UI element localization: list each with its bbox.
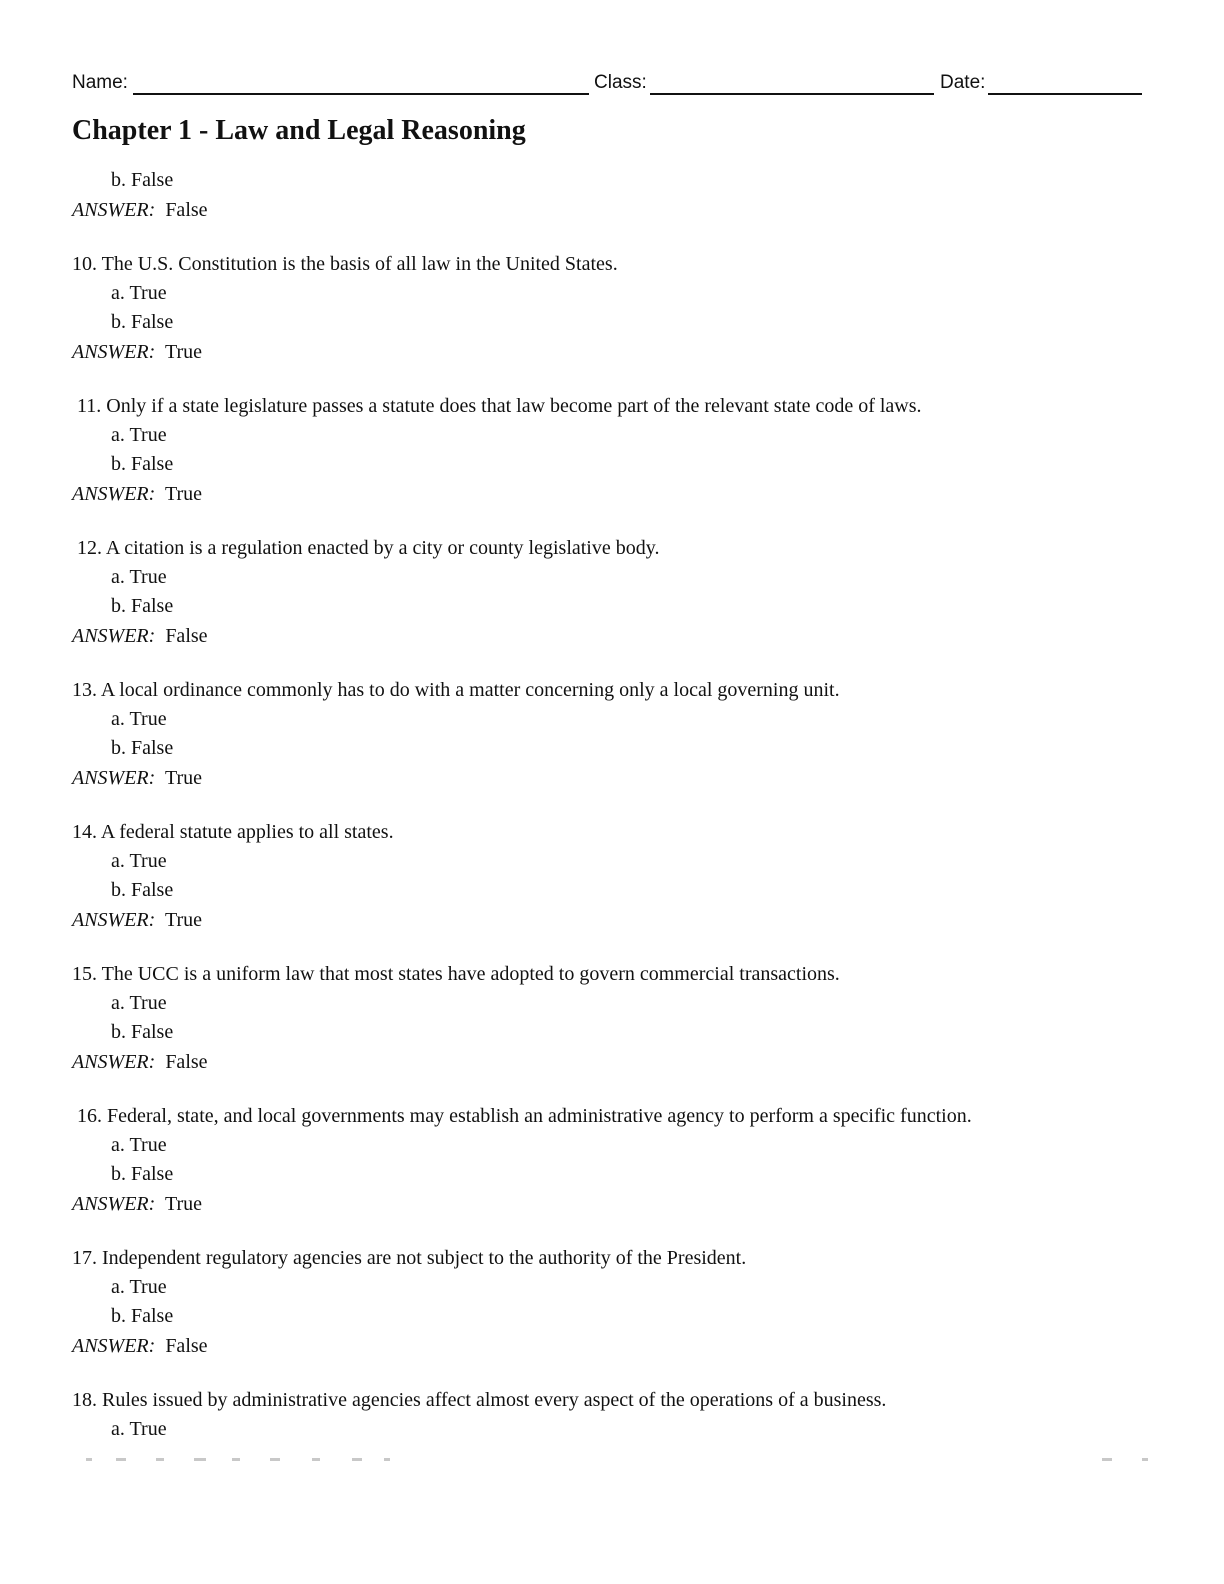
option-b: b. False [111,169,174,191]
option-a: a. True [111,1418,167,1440]
option-b: b. False [111,1163,174,1185]
question-text: 13. A local ordinance commonly has to do with a matter concerning only a local governing unit. [72,679,840,701]
answer-value: False [165,1051,208,1073]
name-field-line[interactable] [133,93,589,95]
question-13 [72,675,1152,793]
question-12 [72,533,1152,651]
class-field-line[interactable] [650,93,934,95]
question-11 [72,391,1152,509]
option-b: b. False [111,453,174,475]
answer-label: ANSWER: [72,341,156,363]
class-label: Class: [594,72,647,93]
answer-line [72,337,1152,367]
option-a: a. True [111,282,167,304]
option-a: a. True [111,566,167,588]
answer-line [72,1331,1152,1361]
option-b: b. False [111,1021,174,1043]
option-a: a. True [111,850,167,872]
answer-value: True [164,767,203,789]
answer-value: True [164,341,203,363]
question-16 [72,1101,1152,1219]
date-label: Date: [940,72,986,93]
answer-label: ANSWER: [72,909,156,931]
question-15 [72,959,1152,1077]
page-footer-cutoff [72,1458,1152,1466]
option-a: a. True [111,424,167,446]
question-17 [72,1243,1152,1361]
date-field-line[interactable] [988,93,1142,95]
chapter-title: Chapter 1 - Law and Legal Reasoning [72,115,526,146]
answer-value: False [165,199,208,221]
answer-value: False [165,625,208,647]
answer-label: ANSWER: [72,625,156,647]
option-a: a. True [111,1134,167,1156]
answer-line [72,195,1152,225]
question-text: 15. The UCC is a uniform law that most states have adopted to govern commercial transactions. [72,963,840,985]
answer-label: ANSWER: [72,767,156,789]
answer-value: True [164,483,203,505]
question-text: 16. Federal, state, and local governments may establish an administrative agency to perform a specific function. [77,1105,972,1127]
question-14 [72,817,1152,935]
answer-label: ANSWER: [72,1335,156,1357]
option-b: b. False [111,595,174,617]
question-18 [72,1385,1152,1444]
answer-label: ANSWER: [72,1193,156,1215]
answer-line [72,905,1152,935]
answer-line [72,1047,1152,1077]
question-9-continuation [72,165,1152,225]
question-text: 14. A federal statute applies to all states. [72,821,394,843]
answer-value: False [165,1335,208,1357]
option-a: a. True [111,992,167,1014]
question-text: 18. Rules issued by administrative agencies affect almost every aspect of the operations of a business. [72,1389,887,1411]
answer-value: True [164,1193,203,1215]
answer-line [72,479,1152,509]
answer-line [72,621,1152,651]
option-a: a. True [111,1276,167,1298]
question-text: 17. Independent regulatory agencies are not subject to the authority of the President. [72,1247,747,1269]
answer-value: True [164,909,203,931]
name-label: Name: [72,72,128,93]
option-b: b. False [111,737,174,759]
question-text: 10. The U.S. Constitution is the basis of all law in the United States. [72,253,618,275]
question-text: 12. A citation is a regulation enacted by a city or county legislative body. [77,537,660,559]
question-list [72,166,1152,1444]
option-b: b. False [111,1305,174,1327]
question-10 [72,249,1152,367]
answer-line [72,763,1152,793]
answer-label: ANSWER: [72,199,156,221]
question-text: 11. Only if a state legislature passes a statute does that law become part of the relevant state code of laws. [77,395,922,417]
answer-label: ANSWER: [72,483,156,505]
answer-line [72,1189,1152,1219]
option-b: b. False [111,879,174,901]
student-info-header [72,70,1144,100]
answer-label: ANSWER: [72,1051,156,1073]
option-a: a. True [111,708,167,730]
option-b: b. False [111,311,174,333]
